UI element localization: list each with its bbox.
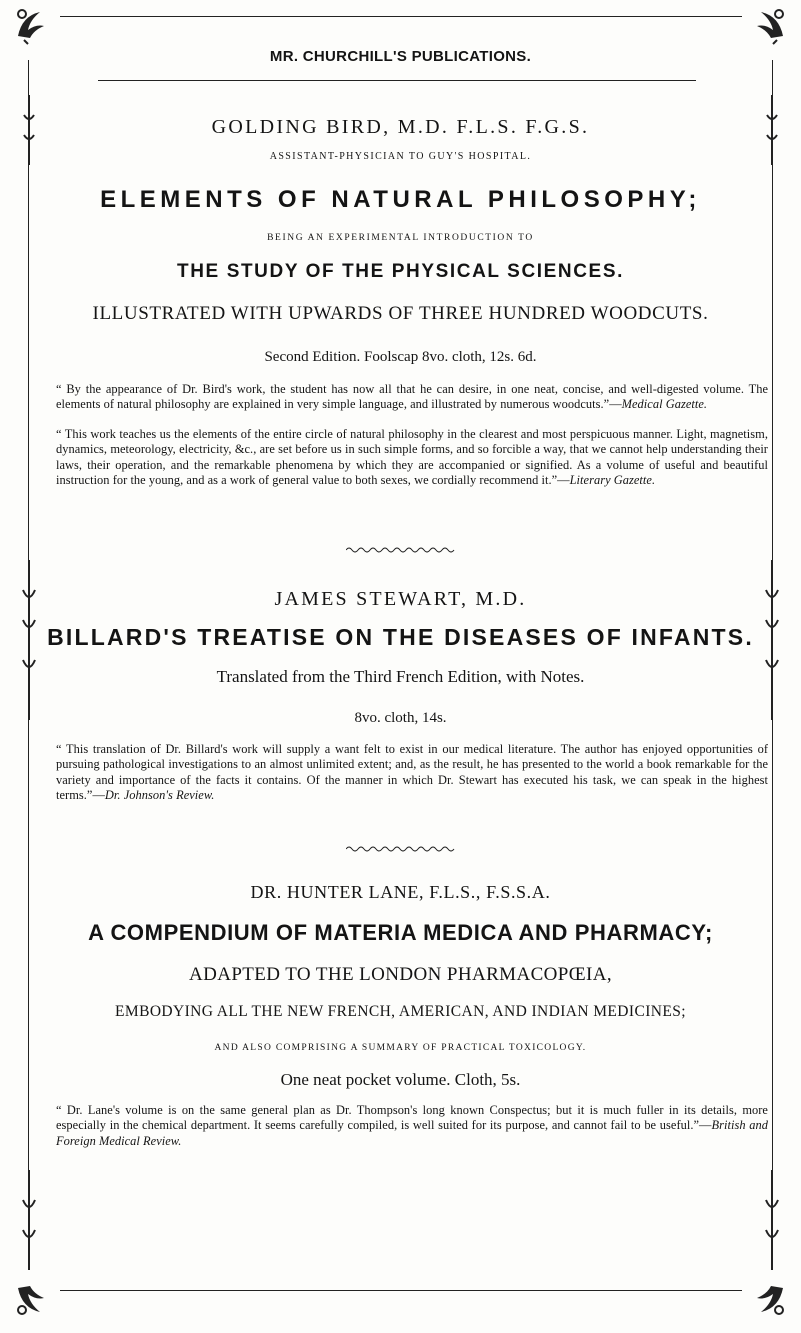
entry-1-illustration-line: ILLUSTRATED WITH UPWARDS OF THREE HUNDRED WOODCUTS. xyxy=(92,303,709,324)
entry-1-author: GOLDING BIRD, M.D. F.L.S. F.G.S. xyxy=(211,116,590,138)
header-underline-rule xyxy=(98,80,696,81)
review-text: “ By the appearance of Dr. Bird's work, the student has now all that he can desire, in one neat, concise, and well-digested volume. The elements of natural philosophy are explained in very simple language, and illustrated by numerous woodcuts.”— xyxy=(56,382,768,412)
entry-3-edition: One neat pocket volume. Cloth, 5s. xyxy=(280,1070,521,1089)
bottom-border-rule xyxy=(60,1290,742,1291)
top-border-rule xyxy=(60,16,742,17)
entry-3-comprising-line: AND ALSO COMPRISING A SUMMARY OF PRACTICAL TOXICOLOGY. xyxy=(214,1043,587,1053)
entry-1-review-2 xyxy=(56,427,768,488)
entry-1-subtitle-large: THE STUDY OF THE PHYSICAL SCIENCES. xyxy=(177,261,624,282)
floral-corner-ornament-bottom-left xyxy=(14,1278,50,1318)
series-title: MR. CHURCHILL'S PUBLICATIONS. xyxy=(269,48,532,65)
review-source: Dr. Johnson's Review. xyxy=(104,787,215,802)
floral-corner-ornament-bottom-right xyxy=(751,1278,787,1318)
entry-3-adapted-line: ADAPTED TO THE LONDON PHARMACOPŒIA, xyxy=(188,964,613,985)
entry-1-title: ELEMENTS OF NATURAL PHILOSOPHY; xyxy=(100,186,701,213)
entry-3-embodying-line: EMBODYING ALL THE NEW FRENCH, AMERICAN, AND INDIAN MEDICINES; xyxy=(115,1003,686,1020)
entry-2-author: JAMES STEWART, M.D. xyxy=(274,588,527,610)
review-text: “ This work teaches us the elements of the entire circle of natural philosophy in the clearest and most perspicuous manner. Light, magnetism, dynamics, meteorology, electricity, &c., are set before us in such simple forms, and so forcible a way, that we cannot help understanding their laws, their operation, and the remarkable phenomena by which they are accompanied or signified. As a volume of useful and beautiful instruction for the young, and as a work of general value to both sexes, we cordially recommend it.”— xyxy=(56,427,768,487)
entry-3-review-1 xyxy=(56,1103,768,1149)
entry-2-translation-note: Translated from the Third French Edition, with Notes. xyxy=(216,667,585,686)
review-text: “ Dr. Lane's volume is on the same general plan as Dr. Thompson's long known Conspectus; but it is much fuller in its details, more especially in the chemical department. It seems carefully compiled, is well suited for its purpose, and cannot fail to be useful.”— xyxy=(56,1103,768,1133)
side-flourish-ornament-right-3 xyxy=(764,1170,780,1270)
floral-corner-ornament-top-left xyxy=(14,6,50,46)
review-source: British and Foreign Medical Review. xyxy=(56,1118,768,1148)
review-text: “ This translation of Dr. Billard's work will supply a want felt to exist in our medical literature. The author has enjoyed opportunities of pursuing pathological investigations to an almost unlimited extent; and, as the result, he has presented to the world a book remarkable for the variety and importance of the facts it contains. Of the manner in which Dr. Stewart has executed his task, we can speak in the highest terms.”— xyxy=(56,742,768,802)
entry-1-edition: Second Edition. Foolscap 8vo. cloth, 12s. 6d. xyxy=(264,349,537,365)
review-source: Medical Gazette. xyxy=(621,397,708,412)
wavy-divider-2 xyxy=(346,845,456,853)
entry-3-author: DR. HUNTER LANE, F.L.S., F.S.S.A. xyxy=(250,882,551,902)
review-source: Literary Gazette. xyxy=(569,472,656,487)
floral-corner-ornament-top-right xyxy=(751,6,787,46)
entry-2-edition: 8vo. cloth, 14s. xyxy=(354,710,447,726)
side-flourish-ornament-left-3 xyxy=(21,1170,37,1270)
wavy-divider-1 xyxy=(346,546,456,554)
entry-1-review-1 xyxy=(56,382,768,413)
entry-3-title: A COMPENDIUM OF MATERIA MEDICA AND PHARMACY; xyxy=(88,920,713,945)
entry-2-review-1 xyxy=(56,742,768,803)
entry-1-author-role: ASSISTANT-PHYSICIAN TO GUY'S HOSPITAL. xyxy=(269,151,532,162)
entry-1-subtitle-small: BEING AN EXPERIMENTAL INTRODUCTION TO xyxy=(267,233,534,243)
entry-2-title: BILLARD'S TREATISE ON THE DISEASES OF INFANTS. xyxy=(47,624,754,650)
